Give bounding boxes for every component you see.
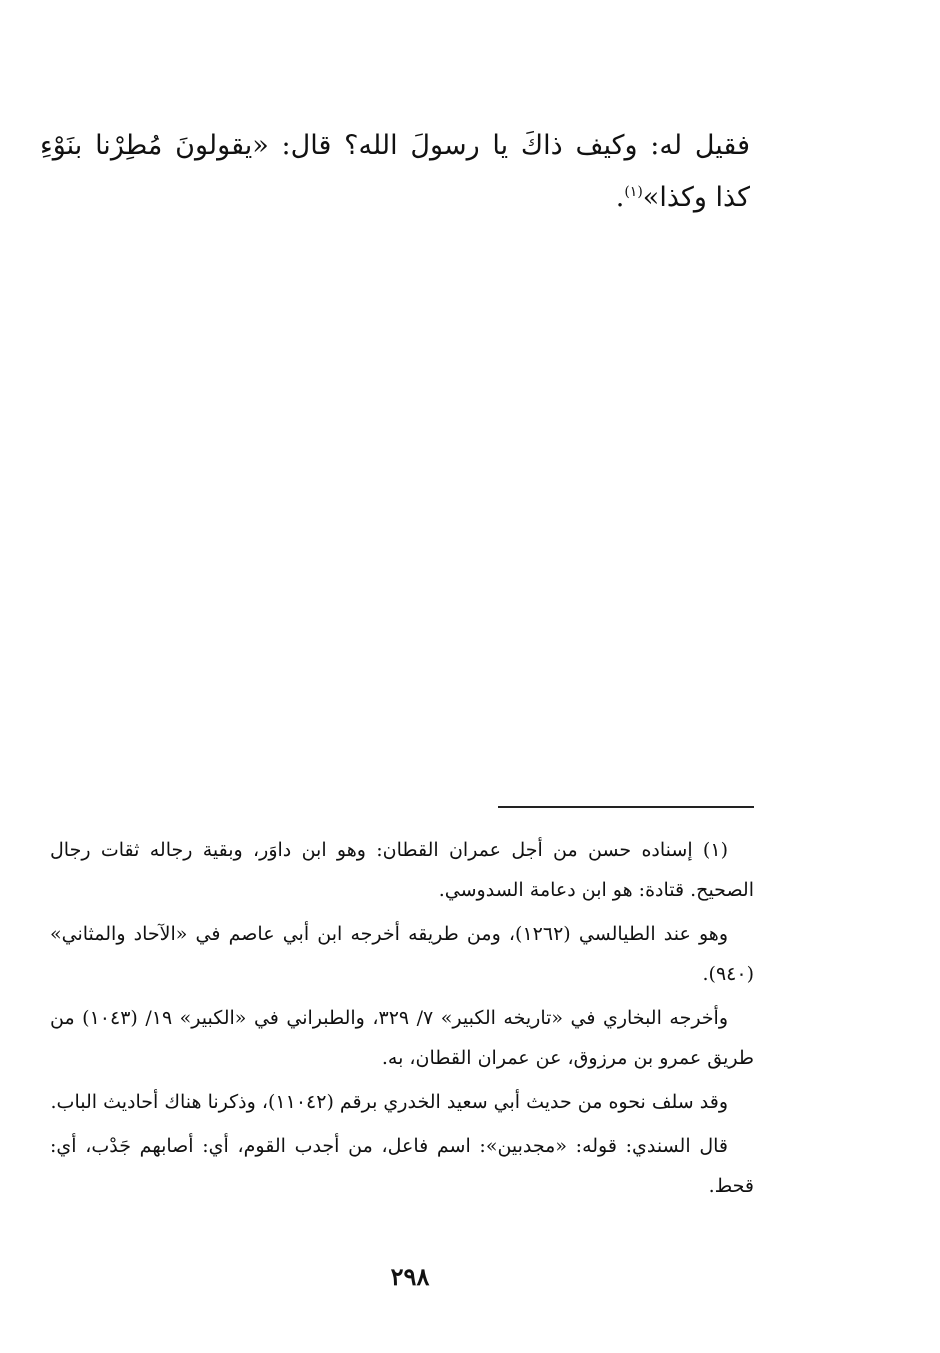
footnote-paragraph: (١) إسناده حسن من أجل عمران القطان: وهو ابن داوَر، وبقية رجاله ثقات رجال الصحيح. قتادة: هو ابن دعامة السدوسي. xyxy=(50,839,754,901)
footnote-paragraph: وأخرجه البخاري في «تاريخه الكبير» ٧/ ٣٢٩، والطبراني في «الكبير» ١٩/ (١٠٤٣) من طريق عمرو بن مرزوق، عن عمران القطان، به. xyxy=(50,1007,754,1069)
main-paragraph-text: فقيل له: وكيف ذاكَ يا رسولَ الله؟ قال: «يقولونَ مُطِرْنا بنَوْءِ كذا وكذا» xyxy=(40,130,750,213)
footnote-divider xyxy=(498,806,754,808)
footnote-paragraph: وهو عند الطيالسي (١٢٦٢)، ومن طريقه أخرجه ابن أبي عاصم في «الآحاد والمثاني» (٩٤٠). xyxy=(50,923,754,985)
footnote-paragraph: قال السندي: قوله: «مجدبين»: اسم فاعل، من أجدب القوم، أي: أصابهم جَدْب، أي: قحط. xyxy=(50,1135,754,1197)
page-number: ٢٩٨ xyxy=(390,1262,430,1291)
footnote-reference: (١) xyxy=(624,184,643,200)
main-paragraph xyxy=(40,120,750,224)
footnote-paragraph: وقد سلف نحوه من حديث أبي سعيد الخدري برقم (١١٠٤٢)، وذكرنا هناك أحاديث الباب. xyxy=(50,1091,728,1113)
main-paragraph-end: . xyxy=(615,182,625,213)
main-text-block xyxy=(40,120,750,224)
footnotes-block xyxy=(50,830,754,1210)
